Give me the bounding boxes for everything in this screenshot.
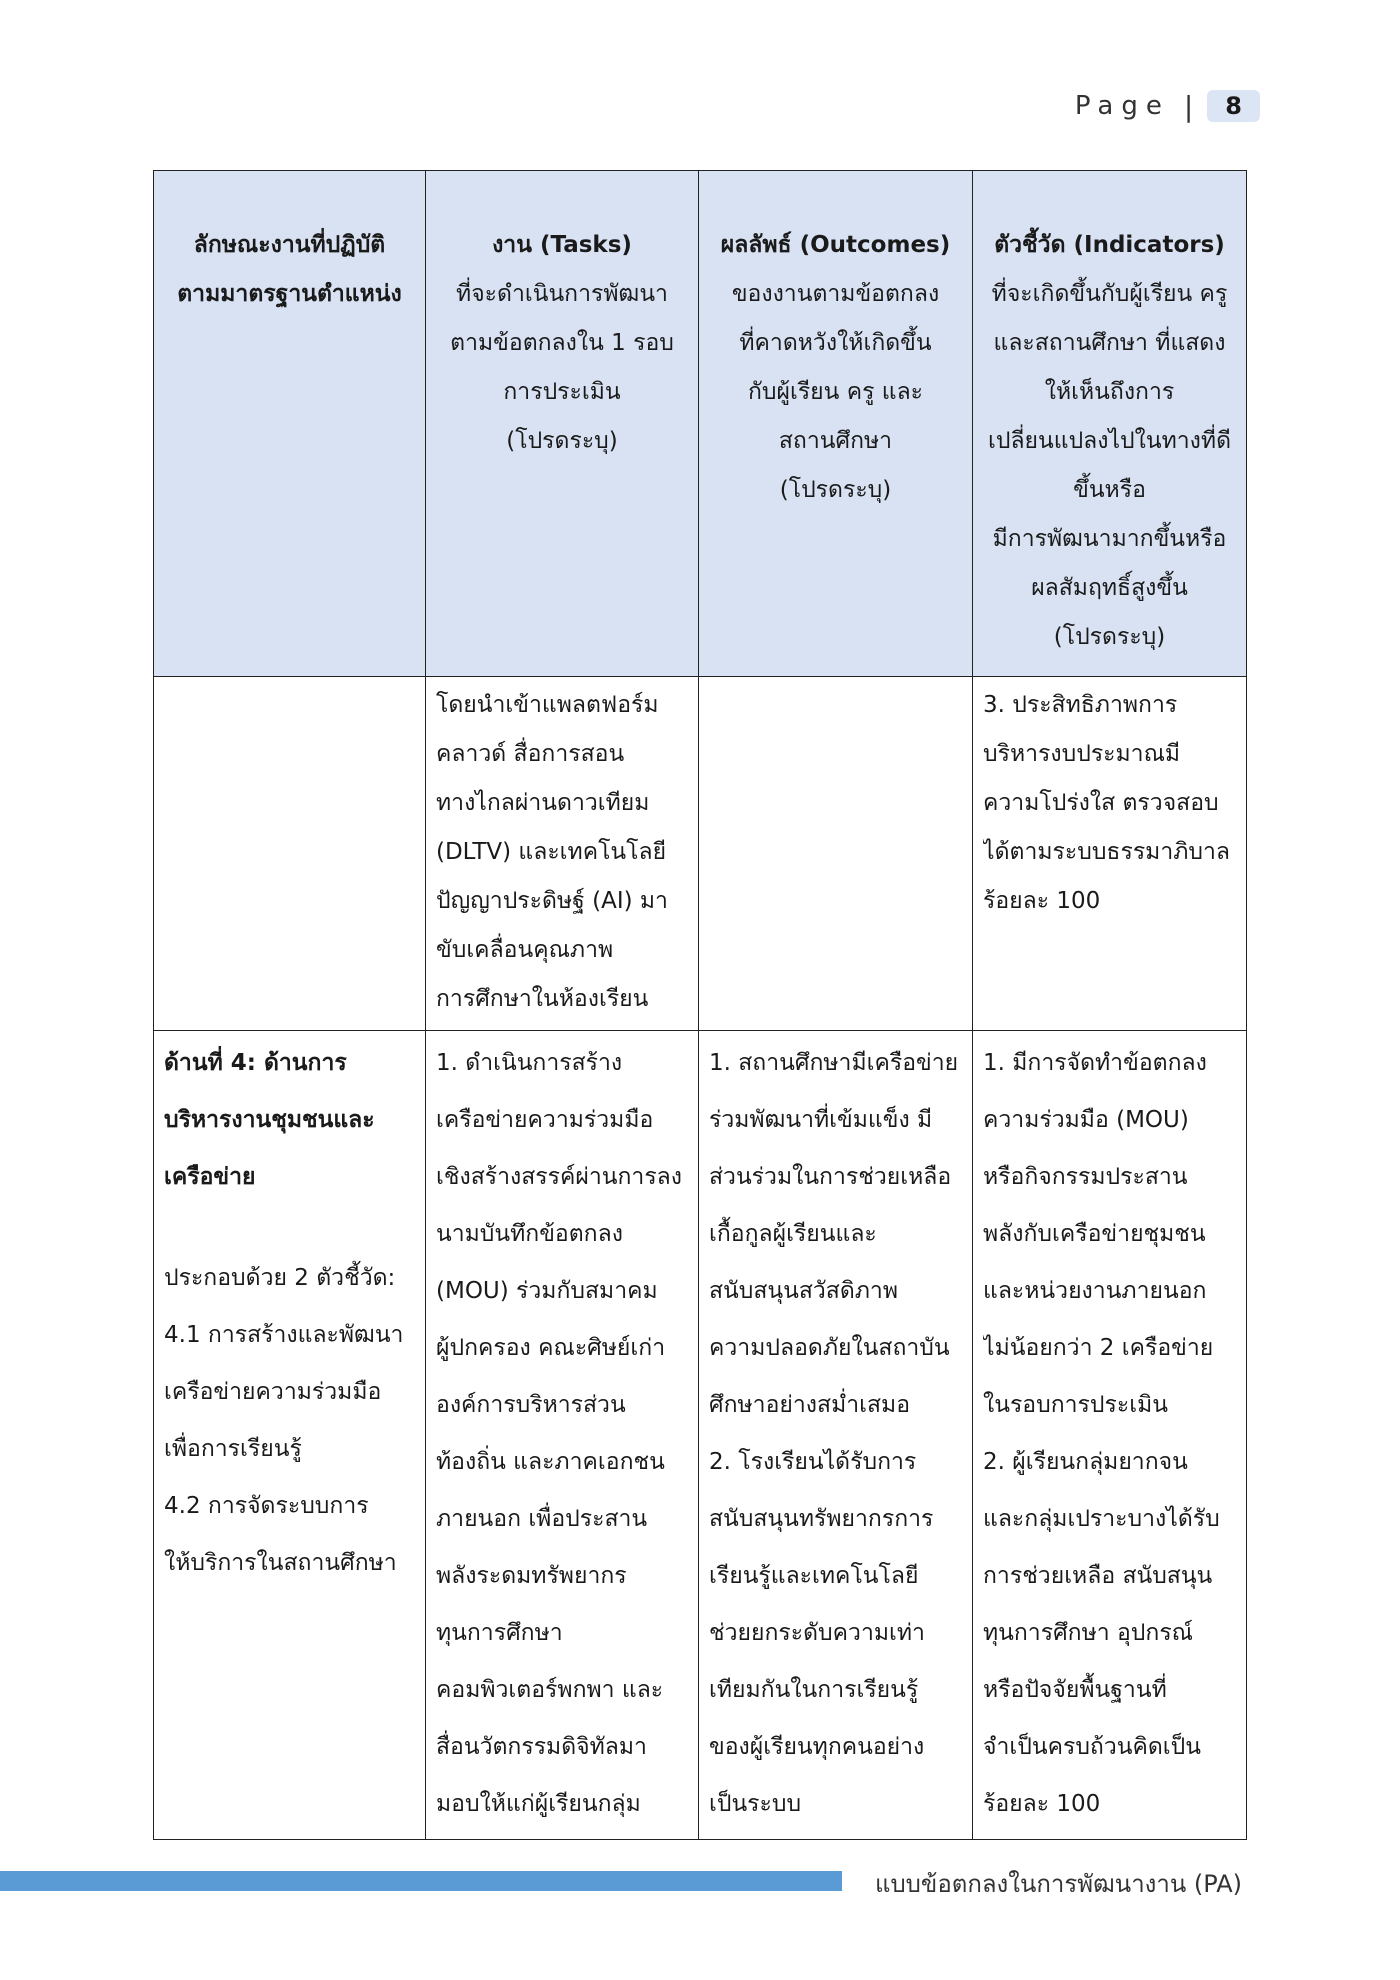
area4-outcomes-line: 1. สถานศึกษามีเครือข่าย: [709, 1050, 959, 1076]
area4-tasks-line: องค์การบริหารส่วน: [436, 1392, 626, 1418]
header-tasks-line: (โปรดระบุ): [506, 428, 618, 454]
cont-tasks-line: การศึกษาในห้องเรียน: [436, 986, 649, 1012]
header-outcomes-line: สถานศึกษา: [778, 428, 893, 454]
area4-tasks-line: มอบให้แก่ผู้เรียนกลุ่ม: [436, 1791, 641, 1817]
header-indicators-line: เปลี่ยนแปลงไปในทางที่ดี: [987, 428, 1232, 454]
header-tasks-line: ตามข้อตกลงใน 1 รอบ: [450, 330, 674, 356]
area4-tasks-line: ทุนการศึกษา: [436, 1620, 563, 1646]
area4-title-line: ด้านที่ 4: ด้านการ: [164, 1050, 347, 1076]
area4-outcomes-line: ส่วนร่วมในการช่วยเหลือ: [709, 1164, 952, 1190]
header-title-duties: ลักษณะงานที่ปฏิบัติ: [193, 232, 386, 258]
header-tasks-line: ที่จะดำเนินการพัฒนา: [456, 281, 668, 307]
header-outcomes-line: ที่คาดหวังให้เกิดขึ้น: [739, 330, 932, 356]
header-indicators-line: มีการพัฒนามากขึ้นหรือ: [992, 526, 1227, 552]
footer-accent-bar: [0, 1871, 842, 1891]
table-row-continuation: [154, 677, 1247, 1031]
area4-outcomes-line: สนับสนุนสวัสดิภาพ: [709, 1278, 899, 1304]
area4-indicators-line: พลังกับเครือข่ายชุมชน: [983, 1221, 1206, 1247]
header-outcomes-line: (โปรดระบุ): [779, 477, 892, 503]
area4-outcomes-line: ช่วยยกระดับความเท่า: [709, 1620, 925, 1646]
header-outcomes-line: กับผู้เรียน ครู และ: [747, 379, 924, 405]
cell-area4-indicators: [973, 1031, 1247, 1840]
area4-indicators-line: และกลุ่มเปราะบางได้รับ: [983, 1506, 1220, 1532]
cont-indicators-line: 3. ประสิทธิภาพการ: [983, 692, 1178, 718]
area4-title-line: เครือข่าย: [164, 1164, 256, 1190]
area4-indicators-line: ความร่วมมือ (MOU): [983, 1107, 1189, 1133]
area4-tasks-line: ภายนอก เพื่อประสาน: [436, 1506, 648, 1532]
header-indicators-line: (โปรดระบุ): [1053, 624, 1166, 650]
cont-indicators-line: บริหารงบประมาณมี: [983, 741, 1181, 767]
area4-indicators-line: 2. ผู้เรียนกลุ่มยากจน: [983, 1449, 1188, 1475]
cont-tasks-line: ทางไกลผ่านดาวเทียม: [436, 790, 650, 816]
cont-indicators-line: ได้ตามระบบธรรมาภิบาล: [983, 839, 1231, 865]
pa-table: [153, 170, 1247, 1840]
area4-indicators-line: และหน่วยงานภายนอก: [983, 1278, 1207, 1304]
area4-indicators-line: หรือปัจจัยพื้นฐานที่: [983, 1677, 1167, 1703]
header-indicators-line: และสถานศึกษา ที่แสดง: [993, 330, 1226, 356]
page-label: Page: [1074, 91, 1170, 121]
area4-indicators-line: หรือกิจกรรมประสาน: [983, 1164, 1188, 1190]
header-cell-indicators: [973, 171, 1247, 677]
header-tasks-line: การประเมิน: [503, 379, 621, 405]
cell-cont-duties: [154, 677, 426, 1031]
header-indicators-line: ขึ้นหรือ: [1073, 477, 1146, 503]
cell-area4-outcomes: [699, 1031, 973, 1840]
cell-area4-tasks: [426, 1031, 699, 1840]
area4-outcomes-line: ของผู้เรียนทุกคนอย่าง: [709, 1734, 925, 1760]
cont-tasks-line: ปัญญาประดิษฐ์ (AI) มา: [436, 888, 668, 914]
cell-cont-indicators: [973, 677, 1247, 1031]
header-title-tasks: งาน (Tasks): [492, 232, 632, 258]
cell-cont-outcomes: [699, 677, 973, 1031]
area4-outcomes-line: เทียมกันในการเรียนรู้: [709, 1677, 919, 1703]
area4-tasks-line: พลังระดมทรัพยากร: [436, 1563, 627, 1589]
header-cell-tasks: [426, 171, 699, 677]
header-title-outcomes: ผลลัพธ์ (Outcomes): [720, 232, 951, 258]
cell-cont-tasks: [426, 677, 699, 1031]
header-title-indicators: ตัวชี้วัด (Indicators): [994, 232, 1225, 258]
area4-tasks-line: เชิงสร้างสรรค์ผ่านการลง: [436, 1164, 683, 1190]
area4-outcomes-line: ศึกษาอย่างสม่ำเสมอ: [709, 1392, 911, 1418]
page-separator: |: [1183, 89, 1194, 123]
area4-desc-line: เพื่อการเรียนรู้: [164, 1436, 302, 1462]
header-cell-outcomes: [699, 171, 973, 677]
area4-outcomes-line: เกื้อกูลผู้เรียนและ: [709, 1221, 877, 1247]
page-number: 8: [1207, 90, 1260, 122]
area4-tasks-line: คอมพิวเตอร์พกพา และ: [436, 1677, 664, 1703]
area4-title-line: บริหารงานชุมชนและ: [164, 1107, 375, 1133]
area4-desc-line: ประกอบด้วย 2 ตัวชี้วัด:: [164, 1265, 396, 1291]
page-header: [1075, 86, 1260, 126]
cont-tasks-line: (DLTV) และเทคโนโลยี: [436, 839, 667, 865]
area4-tasks-line: (MOU) ร่วมกับสมาคม: [436, 1278, 658, 1304]
area4-indicators-line: ร้อยละ 100: [983, 1791, 1101, 1817]
header-cell-duties: [154, 171, 426, 677]
cont-indicators-line: ความโปร่งใส ตรวจสอบ: [983, 790, 1219, 816]
area4-tasks-line: นามบันทึกข้อตกลง: [436, 1221, 623, 1247]
table-header-row: [154, 171, 1247, 677]
table-row-area-4: [154, 1031, 1247, 1840]
cont-tasks-line: ขับเคลื่อนคุณภาพ: [436, 937, 614, 963]
area4-outcomes-line: ความปลอดภัยในสถาบัน: [709, 1335, 950, 1361]
area4-tasks-line: เครือข่ายความร่วมมือ: [436, 1107, 654, 1133]
cont-tasks-line: คลาวด์ สื่อการสอน: [436, 741, 625, 767]
header-indicators-line: ผลสัมฤทธิ์สูงขึ้น: [1031, 575, 1188, 601]
area4-outcomes-line: เป็นระบบ: [709, 1791, 802, 1817]
header-indicators-line: ที่จะเกิดขึ้นกับผู้เรียน ครู: [991, 281, 1228, 307]
cont-indicators-line: ร้อยละ 100: [983, 888, 1101, 914]
area4-desc-line: ให้บริการในสถานศึกษา: [164, 1550, 397, 1576]
header-indicators-line: ให้เห็นถึงการ: [1044, 379, 1175, 405]
area4-indicators-line: ทุนการศึกษา อุปกรณ์: [983, 1620, 1194, 1646]
area4-indicators-line: 1. มีการจัดทำข้อตกลง: [983, 1050, 1207, 1076]
area4-indicators-line: การช่วยเหลือ สนับสนุน: [983, 1563, 1213, 1589]
cell-area4-duties: [154, 1031, 426, 1840]
area4-tasks-line: ผู้ปกครอง คณะศิษย์เก่า: [436, 1335, 666, 1361]
cont-tasks-line: โดยนำเข้าแพลตฟอร์ม: [436, 692, 659, 718]
area4-indicators-line: ไม่น้อยกว่า 2 เครือข่าย: [983, 1335, 1214, 1361]
area4-desc-line: 4.2 การจัดระบบการ: [164, 1493, 369, 1519]
area4-tasks-line: 1. ดำเนินการสร้าง: [436, 1050, 623, 1076]
area4-indicators-line: ในรอบการประเมิน: [983, 1392, 1168, 1418]
area4-desc-line: 4.1 การสร้างและพัฒนา: [164, 1322, 404, 1348]
area4-outcomes-line: ร่วมพัฒนาที่เข้มแข็ง มี: [709, 1107, 933, 1133]
area4-indicators-line: จำเป็นครบถ้วนคิดเป็น: [983, 1734, 1201, 1760]
area4-tasks-line: สื่อนวัตกรรมดิจิทัลมา: [436, 1734, 647, 1760]
footer-title: แบบข้อตกลงในการพัฒนางาน (PA): [874, 1870, 1242, 1898]
area4-outcomes-line: สนับสนุนทรัพยากรการ: [709, 1506, 934, 1532]
area4-outcomes-line: 2. โรงเรียนได้รับการ: [709, 1449, 917, 1475]
header-title-duties-line2: ตามมาตรฐานตำแหน่ง: [177, 281, 402, 307]
area4-tasks-line: ท้องถิ่น และภาคเอกชน: [436, 1449, 665, 1475]
area4-desc-line: เครือข่ายความร่วมมือ: [164, 1379, 382, 1405]
header-outcomes-line: ของงานตามข้อตกลง: [731, 281, 940, 307]
area4-outcomes-line: เรียนรู้และเทคโนโลยี: [709, 1563, 919, 1589]
